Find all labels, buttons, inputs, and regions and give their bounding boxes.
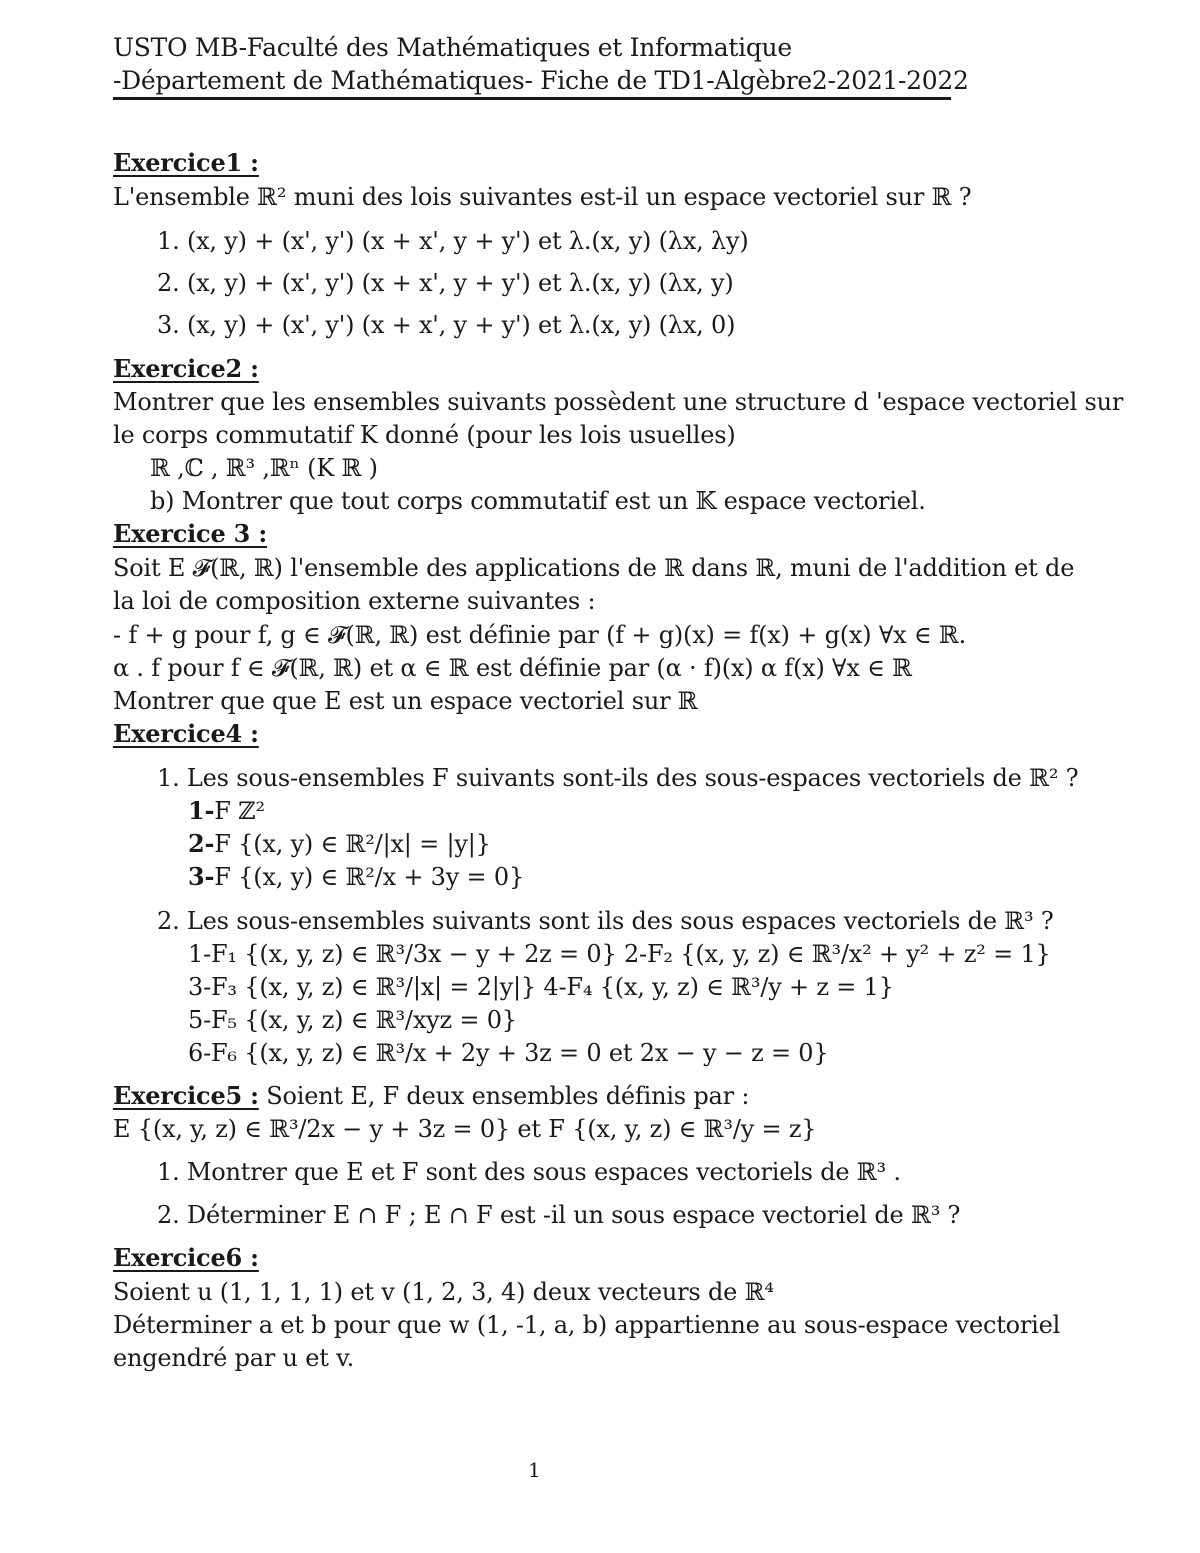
exercise-3-title: Exercice 3 : <box>113 519 267 548</box>
exercise-1-title: Exercice1 : <box>113 148 259 177</box>
subitem-label: 3- <box>188 862 215 891</box>
exercise-3-line: Soit E 𝓕(ℝ, ℝ) l'ensemble des applications de ℝ dans ℝ, muni de l'addition et de <box>113 554 1075 582</box>
exercise-2-line: b) Montrer que tout corps commutatif est un 𝕂 espace vectoriel. <box>150 487 926 515</box>
exercise-1-question: L'ensemble ℝ² muni des lois suivantes est-il un espace vectoriel sur ℝ ? <box>113 183 972 211</box>
exercise-4-subset-line: 6-F₆ {(x, y, z) ∈ ℝ³/x + 2y + 3z = 0 et 2x − y − z = 0} <box>188 1039 829 1067</box>
exercise-4-subitem <box>188 796 265 826</box>
exercise-1-item <box>157 268 734 298</box>
exercise-6-line: Soient u (1, 1, 1, 1) et v (1, 2, 3, 4) deux vecteurs de ℝ⁴ <box>113 1278 774 1306</box>
header-rule <box>113 97 951 100</box>
exercise-3-line: la loi de composition externe suivantes : <box>113 587 596 615</box>
exercise-3-line: - f + g pour f, g ∈ 𝓕(ℝ, ℝ) est définie par (f + g)(x) = f(x) + g(x) ∀x ∈ ℝ. <box>113 621 967 649</box>
header-line-2: -Département de Mathématiques- Fiche de TD1-Algèbre2-2021-2022 <box>113 66 969 95</box>
exercise-2-line: le corps commutatif K donné (pour les lois usuelles) <box>113 421 736 449</box>
item-text: (x, y) + (x', y') (x + x', y + y') et λ.(x, y) (λx, λy) <box>186 227 749 255</box>
exercise-4-subset-line: 3-F₃ {(x, y, z) ∈ ℝ³/|x| = 2|y|} 4-F₄ {(x, y, z) ∈ ℝ³/y + z = 1} <box>188 973 894 1001</box>
exercise-5-item: 2. Déterminer E ∩ F ; E ∩ F est -il un sous espace vectoriel de ℝ³ ? <box>157 1201 961 1229</box>
exercise-5-item: 1. Montrer que E et F sont des sous espaces vectoriels de ℝ³ . <box>157 1158 901 1186</box>
page-number: 1 <box>528 1458 541 1482</box>
exercise-4-subitem <box>188 862 524 892</box>
item-number: 2. <box>157 269 180 297</box>
exercise-6-line: engendré par u et v. <box>113 1344 355 1372</box>
exercise-4-subitem <box>188 829 491 859</box>
exercise-5-title: Exercice5 : <box>113 1081 259 1110</box>
exercise-2-line: ℝ ,ℂ , ℝ³ ,ℝⁿ (K ℝ ) <box>150 454 378 482</box>
subitem-label: 2- <box>188 829 215 858</box>
item-text: (x, y) + (x', y') (x + x', y + y') et λ.(x, y) (λx, y) <box>186 269 734 297</box>
exercise-5-intro: Soient E, F deux ensembles définis par : <box>258 1082 750 1110</box>
exercise-4-subset-line: 1-F₁ {(x, y, z) ∈ ℝ³/3x − y + 2z = 0} 2-F₂ {(x, y, z) ∈ ℝ³/x² + y² + z² = 1} <box>188 940 1051 968</box>
subitem-text: F ℤ² <box>214 797 265 825</box>
exercise-2-title: Exercice2 : <box>113 354 259 383</box>
subitem-text: F {(x, y) ∈ ℝ²/x + 3y = 0} <box>214 863 525 891</box>
exercise-2-line: Montrer que les ensembles suivants possèdent une structure d 'espace vectoriel sur <box>113 388 1124 416</box>
exercise-1-item <box>157 310 735 340</box>
exercise-6-line: Déterminer a et b pour que w (1, -1, a, b) appartienne au sous-espace vectoriel <box>113 1311 1061 1339</box>
exercise-5-definition: E {(x, y, z) ∈ ℝ³/2x − y + 3z = 0} et F {(x, y, z) ∈ ℝ³/y = z} <box>113 1115 817 1143</box>
exercise-4-title: Exercice4 : <box>113 719 259 748</box>
exercise-4-question-2: 2. Les sous-ensembles suivants sont ils des sous espaces vectoriels de ℝ³ ? <box>157 907 1054 935</box>
subitem-text: F {(x, y) ∈ ℝ²/|x| = |y|} <box>214 830 491 858</box>
subitem-label: 1- <box>188 796 215 825</box>
exercise-5-heading <box>113 1081 749 1111</box>
exercise-3-line: Montrer que que E est un espace vectoriel sur ℝ <box>113 687 698 715</box>
exercise-4-subset-line: 5-F₅ {(x, y, z) ∈ ℝ³/xyz = 0} <box>188 1006 517 1034</box>
header-line-1: USTO MB-Faculté des Mathématiques et Informatique <box>113 33 792 62</box>
exercise-6-title: Exercice6 : <box>113 1243 259 1272</box>
item-text: (x, y) + (x', y') (x + x', y + y') et λ.(x, y) (λx, 0) <box>186 311 736 339</box>
item-number: 1. <box>157 227 180 255</box>
exercise-3-line: α . f pour f ∈ 𝓕(ℝ, ℝ) et α ∈ ℝ est définie par (α · f)(x) α f(x) ∀x ∈ ℝ <box>113 654 912 682</box>
exercise-4-question-1: 1. Les sous-ensembles F suivants sont-ils des sous-espaces vectoriels de ℝ² ? <box>157 764 1079 792</box>
item-number: 3. <box>157 311 180 339</box>
exercise-1-item <box>157 226 749 256</box>
